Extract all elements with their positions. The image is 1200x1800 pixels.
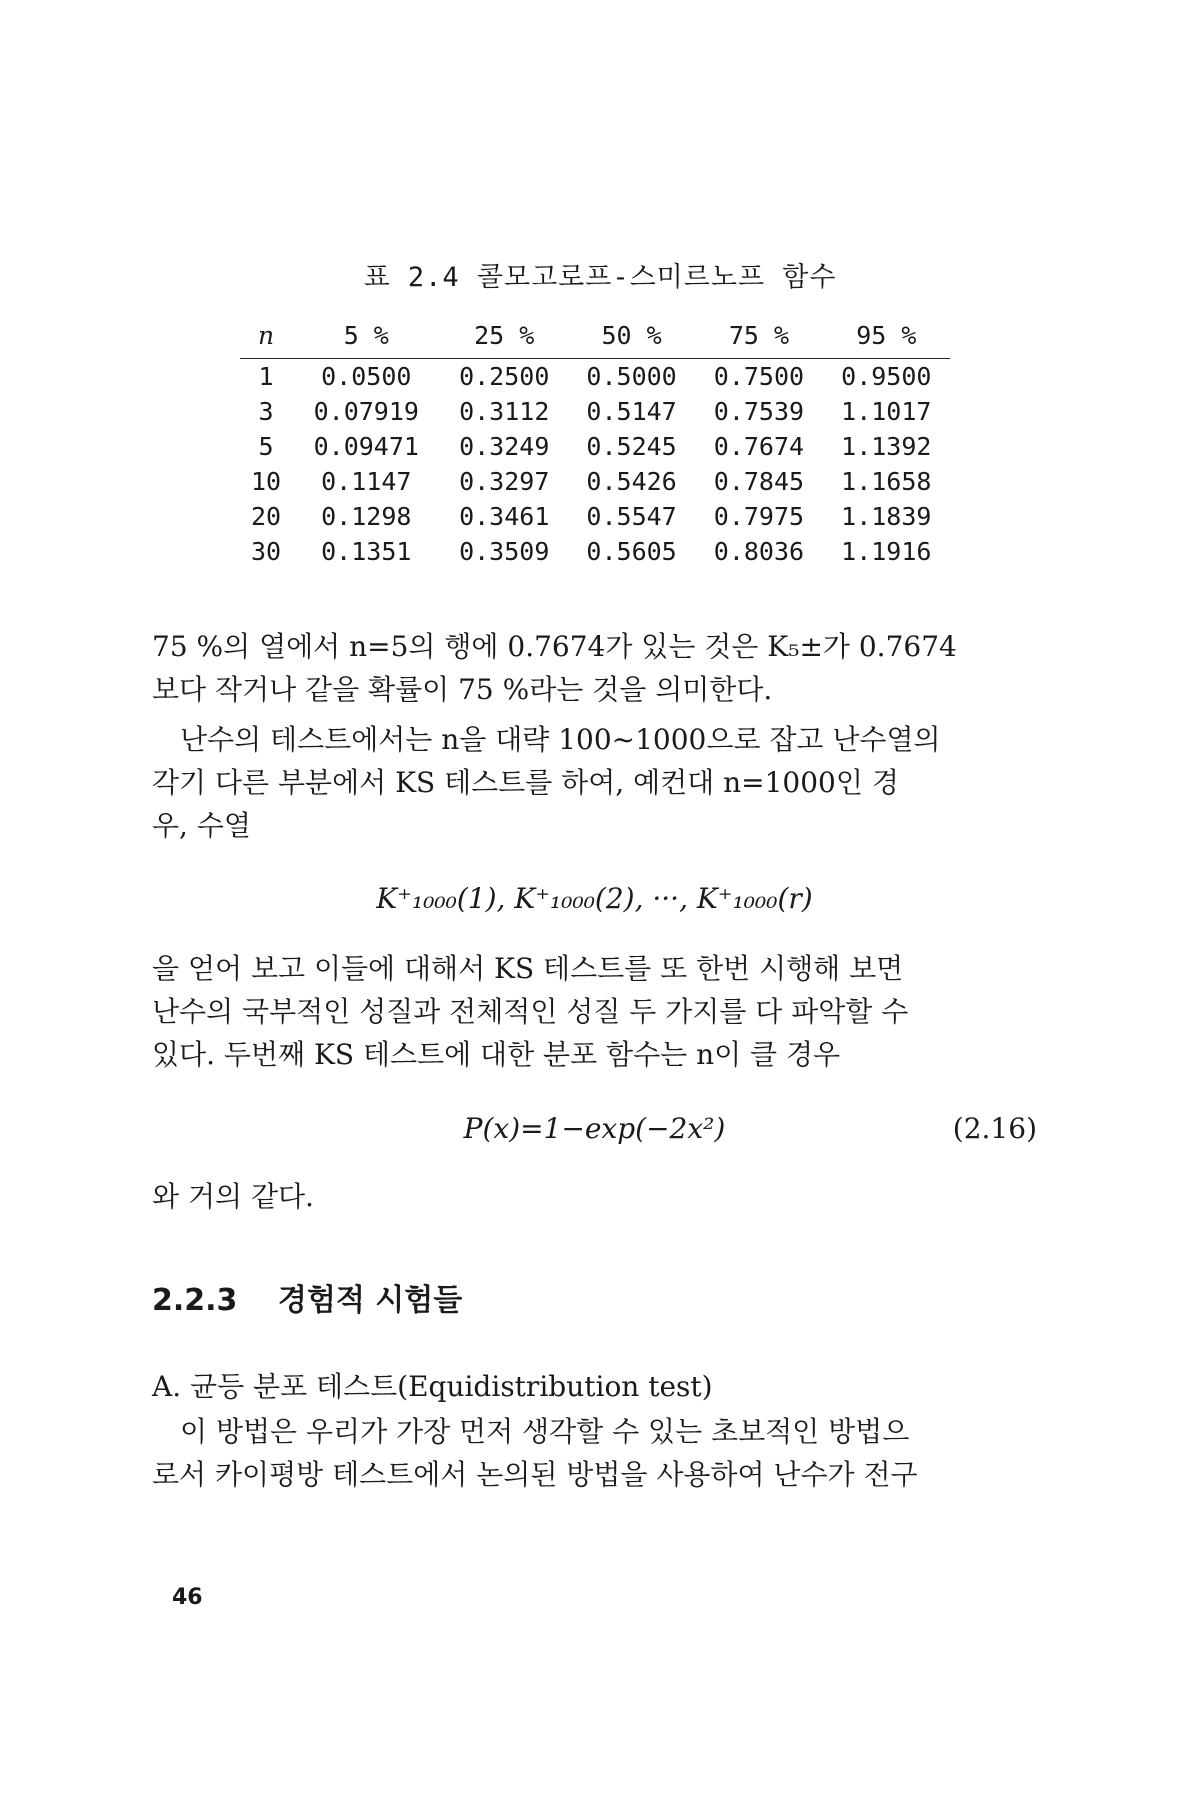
table-cell: 0.1147: [321, 467, 412, 496]
text-line: 난수의 국부적인 성질과 전체적인 성질 두 가지를 다 파악할 수: [152, 995, 909, 1028]
table-header-row: [240, 312, 950, 359]
column-header: 25 %: [441, 312, 568, 359]
text-line: 와 거의 같다.: [152, 1180, 314, 1213]
table-cell: 0.7539: [713, 397, 805, 426]
table-cell: 0.7500: [713, 362, 805, 391]
section-title: 경험적 시험들: [277, 1283, 463, 1318]
equation-sequence: [152, 882, 1037, 915]
subsection-title: A. 균등 분포 테스트(Equidistribution test): [152, 1370, 713, 1403]
table-cell: 0.8036: [713, 537, 805, 566]
table-cell: 0.3112: [459, 397, 550, 426]
text-line: 보다 작거나 같을 확률이 75 %라는 것을 의미한다.: [152, 673, 773, 706]
table-cell: 0.2500: [459, 362, 550, 391]
table-cell: 0.5000: [586, 362, 677, 391]
table-cell: 3: [258, 397, 274, 426]
table-cell: 5: [258, 432, 274, 461]
table-row: [240, 429, 950, 464]
table-cell: 1.1839: [841, 502, 932, 531]
table-cell: 0.0500: [321, 362, 412, 391]
table-cell: 30: [250, 537, 282, 566]
table-cell: 0.5426: [586, 467, 677, 496]
table-cell: 0.7674: [713, 432, 805, 461]
table-cell: 1.1017: [841, 397, 932, 426]
table-caption: 표 2.4 콜모고로프-스미르노프 함수: [363, 262, 837, 293]
column-header: 5 %: [292, 312, 441, 359]
subsection-heading: [152, 1365, 1037, 1408]
table-cell: 0.1351: [321, 537, 412, 566]
equation-text: P(x)=1−exp(−2x²): [463, 1112, 726, 1145]
table-cell: 1: [258, 362, 274, 391]
text-line: 75 %의 열에서 n=5의 행에 0.7674가 있는 것은 K₅±가 0.7674: [152, 630, 957, 663]
text-line: 우, 수열: [152, 809, 251, 842]
table-cell: 0.1298: [321, 502, 412, 531]
table-cell: 0.7975: [713, 502, 805, 531]
table-cell: 1.1658: [841, 467, 932, 496]
paragraph-1: [152, 625, 1037, 711]
table-cell: 10: [250, 467, 282, 496]
column-header: n: [240, 312, 292, 359]
table-row: [240, 534, 950, 569]
table-cell: 0.9500: [841, 362, 932, 391]
text-line: 로서 카이평방 테스트에서 논의된 방법을 사용하여 난수가 전구: [152, 1458, 918, 1491]
text-line: 있다. 두번째 KS 테스트에 대한 분포 함수는 n이 클 경우: [152, 1038, 841, 1071]
table-cell: 0.07919: [313, 397, 419, 426]
text-line: 각기 다른 부분에서 KS 테스트를 하여, 예컨대 n=1000인 경: [152, 766, 899, 799]
table-cell: 0.5147: [586, 397, 677, 426]
table-row: [240, 359, 950, 395]
table-cell: 0.3509: [459, 537, 550, 566]
paragraph-4: [152, 1175, 1037, 1218]
table-row: [240, 394, 950, 429]
paragraph-3: [152, 947, 1037, 1076]
table-cell: 0.5605: [586, 537, 677, 566]
equation-number: (2.16): [952, 1112, 1037, 1145]
table-cell: 0.5547: [586, 502, 677, 531]
section-heading: [152, 1275, 462, 1319]
page-number: 46: [172, 1585, 203, 1610]
paragraph-2: [152, 718, 1037, 847]
table-cell: 1.1916: [841, 537, 932, 566]
table-row: [240, 464, 950, 499]
table-cell: 0.09471: [313, 432, 419, 461]
table-cell: 0.7845: [713, 467, 805, 496]
table-cell: 0.3461: [459, 502, 550, 531]
column-header: 95 %: [823, 312, 950, 359]
table-row: [240, 499, 950, 534]
table-cell: 0.3297: [459, 467, 550, 496]
equation-text: K⁺₁₀₀₀(1), K⁺₁₀₀₀(2), ···, K⁺₁₀₀₀(r): [376, 882, 813, 915]
table-cell: 20: [250, 502, 282, 531]
ks-table: [240, 312, 950, 569]
column-header: 50 %: [568, 312, 695, 359]
paragraph-5: [152, 1410, 1037, 1496]
column-header: 75 %: [695, 312, 822, 359]
equation-2-16: [152, 1112, 1037, 1145]
table-cell: 0.5245: [586, 432, 677, 461]
text-line: 난수의 테스트에서는 n을 대략 100~1000으로 잡고 난수열의: [180, 723, 941, 756]
section-number: 2.2.3: [152, 1283, 238, 1318]
text-line: 이 방법은 우리가 가장 먼저 생각할 수 있는 초보적인 방법으: [180, 1415, 910, 1448]
table-cell: 0.3249: [459, 432, 550, 461]
text-line: 을 얻어 보고 이들에 대해서 KS 테스트를 또 한번 시행해 보면: [152, 952, 904, 985]
table-cell: 1.1392: [841, 432, 932, 461]
